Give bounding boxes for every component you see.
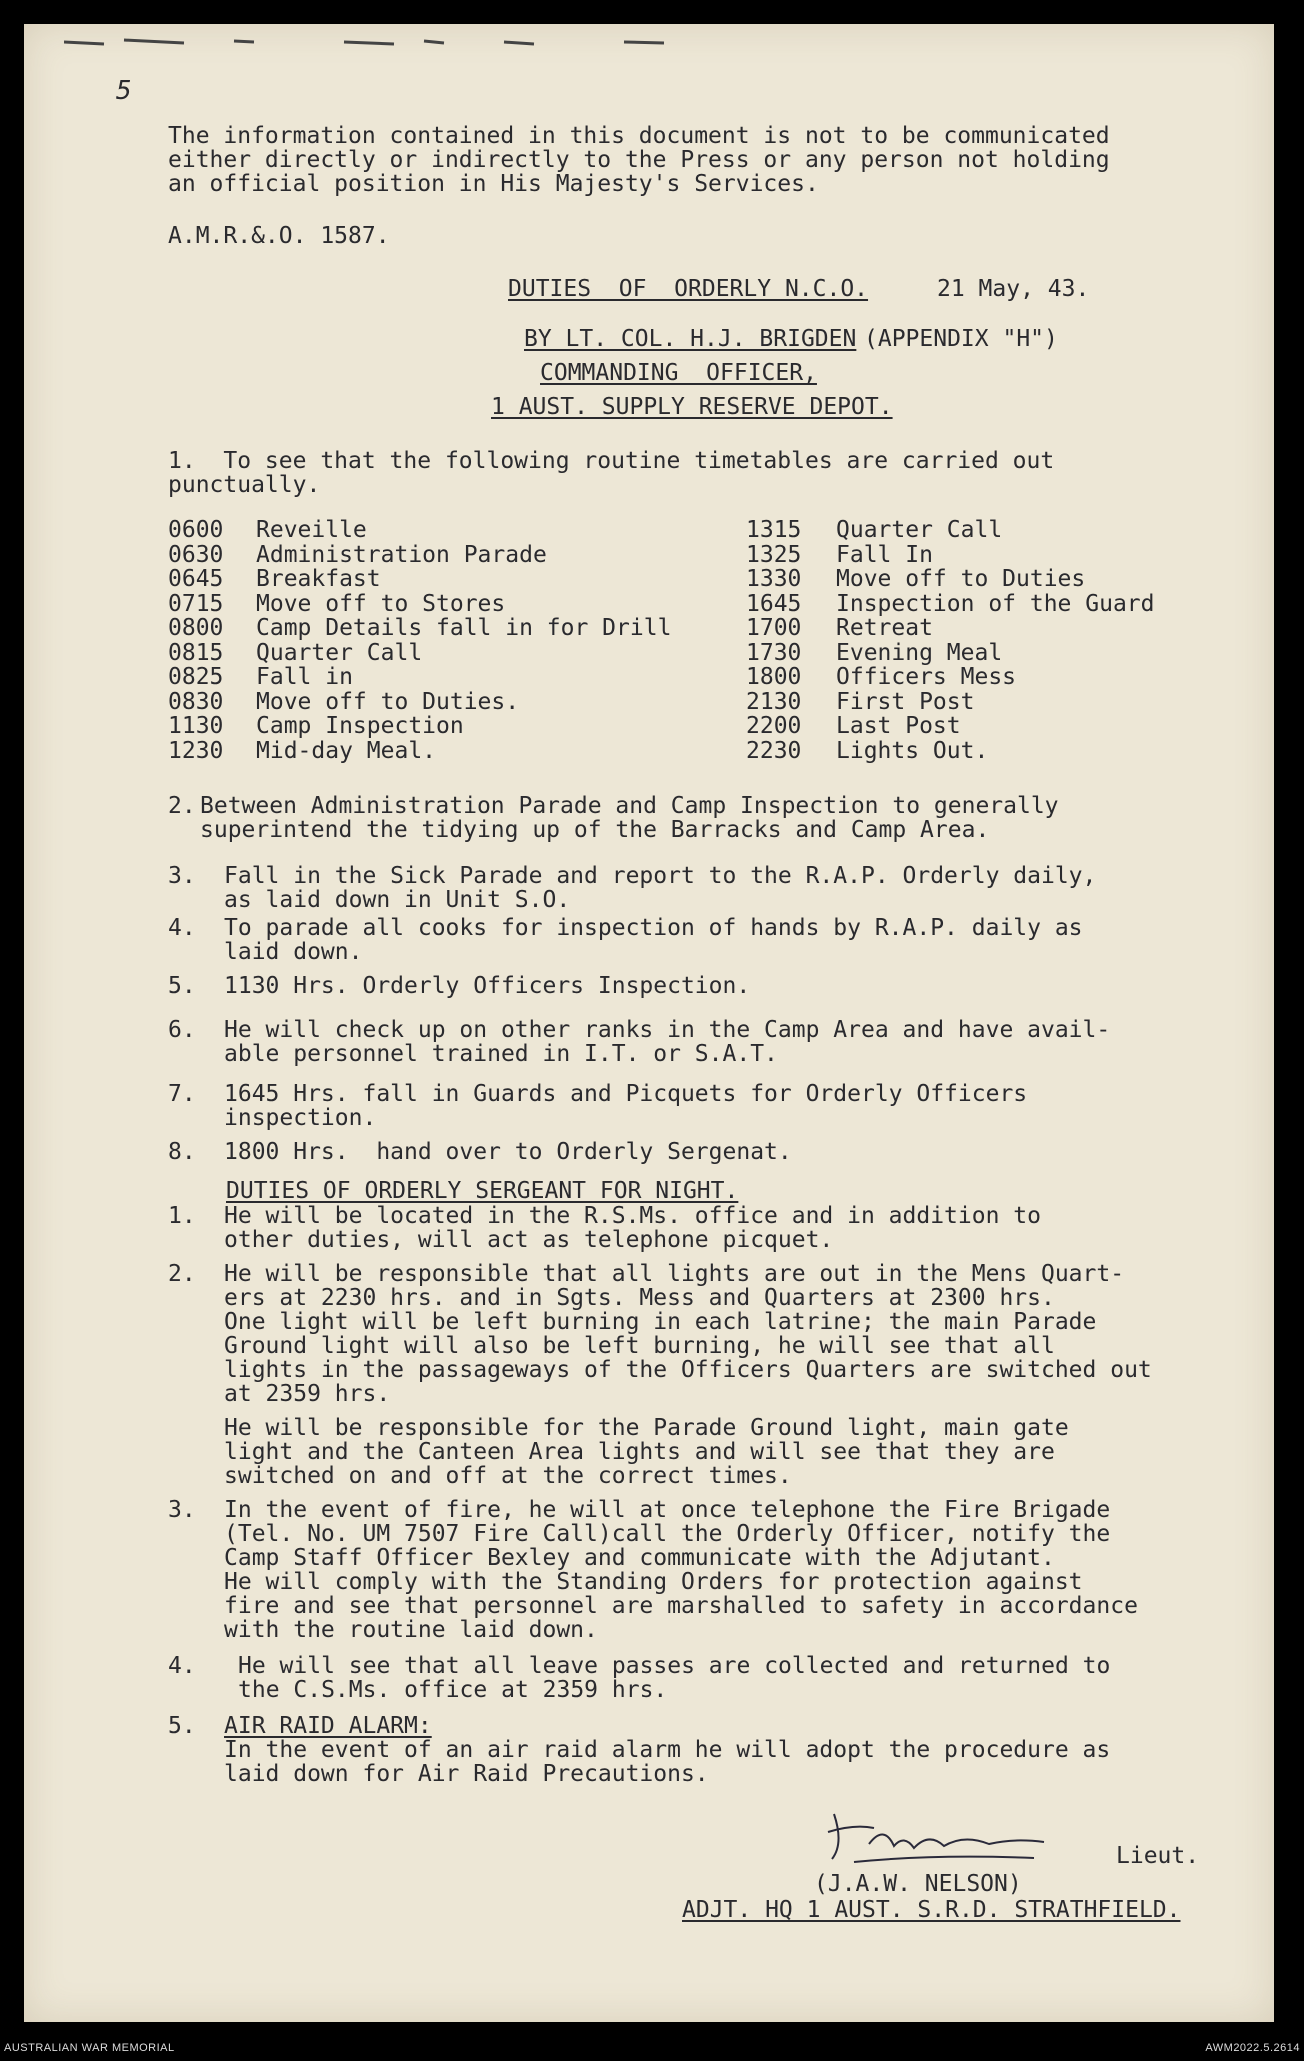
document-title: DUTIES OF ORDERLY N.C.O. bbox=[508, 276, 869, 302]
night-item-text-line: light and the Canteen Area lights and will see that they are bbox=[224, 1439, 1055, 1465]
item-number: 8. bbox=[168, 1139, 196, 1165]
timetable-time: 1800 bbox=[746, 664, 802, 690]
item-number: 3. bbox=[168, 863, 196, 889]
timetable-event: Quarter Call bbox=[836, 517, 1003, 543]
night-item-text-line: at 2359 hrs. bbox=[224, 1381, 391, 1407]
night-item-text-line: ers at 2230 hrs. and in Sgts. Mess and Quarters at 2300 hrs. bbox=[224, 1285, 1055, 1311]
night-item-text-line: He will be responsible that all lights are out in the Mens Quart- bbox=[224, 1261, 1125, 1287]
timetable-event: Quarter Call bbox=[256, 639, 423, 666]
unit-name: 1 AUST. SUPPLY RESERVE DEPOT. bbox=[491, 394, 893, 420]
timetable-time: 1330 bbox=[746, 566, 802, 592]
appendix-label: (APPENDIX "H") bbox=[864, 326, 1058, 352]
reference-number: A.M.R.&.O. 1587. bbox=[168, 223, 390, 249]
timetable-event: Evening Meal bbox=[836, 639, 1003, 666]
timetable-time: 1325 bbox=[746, 541, 802, 568]
timetable-event: Last Post bbox=[836, 713, 961, 739]
timetable-time: 1130 bbox=[168, 713, 224, 739]
timetable-time: 1645 bbox=[746, 590, 802, 617]
air-raid-heading: AIR RAID ALARM: bbox=[224, 1713, 432, 1739]
signatory-name: (J.A.W. NELSON) bbox=[814, 1871, 1022, 1897]
timetable-time: 0600 bbox=[168, 517, 224, 543]
night-item-text-line: the C.S.Ms. office at 2359 hrs. bbox=[238, 1677, 668, 1703]
timetable-time: 1730 bbox=[746, 639, 802, 666]
timetable-time: 2200 bbox=[746, 713, 802, 739]
timetable-event: Lights Out. bbox=[836, 737, 989, 764]
timetable-event: First Post bbox=[836, 688, 975, 715]
night-item-text-line: fire and see that personnel are marshalled to safety in accordance bbox=[224, 1593, 1138, 1619]
night-item-text-line: switched on and off at the correct times. bbox=[224, 1463, 792, 1489]
night-item-text-line: He will comply with the Standing Orders for protection against bbox=[224, 1569, 1083, 1595]
item-text-line: laid down. bbox=[224, 939, 363, 965]
notice-line-2: either directly or indirectly to the Press or any person not holding bbox=[168, 147, 1110, 173]
night-item-text-line: Ground light will also be left burning, he will see that all bbox=[224, 1333, 1055, 1359]
timetable-event: Fall in bbox=[256, 664, 353, 690]
rank: Lieut. bbox=[1116, 1843, 1200, 1869]
timetable-time: 0715 bbox=[168, 590, 224, 617]
item-text-line: Between Administration Parade and Camp Inspection to generally bbox=[200, 793, 1059, 819]
item-text-line: Fall in the Sick Parade and report to the R.A.P. Orderly daily, bbox=[224, 863, 1097, 889]
air-raid-line-2: laid down for Air Raid Precautions. bbox=[224, 1761, 709, 1787]
item-text-line: able personnel trained in I.T. or S.A.T. bbox=[224, 1041, 778, 1067]
item-text-line: superintend the tidying up of the Barracks and Camp Area. bbox=[200, 817, 990, 843]
timetable-event: Mid-day Meal. bbox=[256, 737, 437, 764]
item-number: 7. bbox=[168, 1081, 196, 1107]
page-mark: 5 bbox=[116, 76, 132, 106]
item-1-line-1: 1. To see that the following routine timetables are carried out bbox=[168, 448, 1055, 474]
timetable-time: 2230 bbox=[746, 737, 802, 764]
timetable-event: Camp Inspection bbox=[256, 713, 464, 739]
item-number: 2. bbox=[168, 793, 196, 819]
item-5-number: 5. bbox=[168, 1713, 196, 1739]
item-number: 4. bbox=[168, 915, 196, 941]
commanding-officer: COMMANDING OFFICER, bbox=[540, 360, 817, 386]
handwritten-signature bbox=[814, 1804, 1064, 1874]
item-text-line: as laid down in Unit S.O. bbox=[224, 887, 571, 913]
timetable-event: Reveille bbox=[256, 517, 367, 543]
timetable-event: Move off to Duties bbox=[836, 566, 1086, 592]
timetable-time: 0830 bbox=[168, 688, 224, 715]
item-text-line: 1645 Hrs. fall in Guards and Picquets for Orderly Officers bbox=[224, 1081, 1028, 1107]
timetable-time: 0630 bbox=[168, 541, 224, 568]
document-date: 21 May, 43. bbox=[937, 276, 1090, 302]
signatory-office: ADJT. HQ 1 AUST. S.R.D. STRATHFIELD. bbox=[682, 1897, 1181, 1923]
night-item-number: 3. bbox=[168, 1497, 196, 1523]
night-item-text-line: He will be responsible for the Parade Ground light, main gate bbox=[224, 1415, 1069, 1441]
notice-line-1: The information contained in this document is not to be communicated bbox=[168, 123, 1110, 149]
timetable-event: Inspection of the Guard bbox=[836, 590, 1155, 617]
timetable-time: 0800 bbox=[168, 615, 224, 641]
night-item-number: 2. bbox=[168, 1261, 196, 1287]
timetable-time: 1315 bbox=[746, 517, 802, 543]
timetable-time: 0825 bbox=[168, 664, 224, 690]
night-item-text-line: Camp Staff Officer Bexley and communicate with the Adjutant. bbox=[224, 1545, 1055, 1571]
footer-accession-number: AWM2022.5.2614 bbox=[1205, 2042, 1300, 2054]
timetable-time: 0815 bbox=[168, 639, 224, 666]
air-raid-line-1: In the event of an air raid alarm he will adopt the procedure as bbox=[224, 1737, 1111, 1763]
night-item-text-line: He will be located in the R.S.Ms. office and in addition to bbox=[224, 1203, 1041, 1229]
item-text-line: He will check up on other ranks in the Camp Area and have avail- bbox=[224, 1017, 1111, 1043]
item-number: 5. bbox=[168, 973, 196, 999]
timetable-event: Administration Parade bbox=[256, 541, 547, 568]
timetable-event: Move off to Duties. bbox=[256, 688, 520, 715]
item-text-line: To parade all cooks for inspection of hands by R.A.P. daily as bbox=[224, 915, 1083, 941]
night-item-text-line: lights in the passageways of the Officers Quarters are switched out bbox=[224, 1357, 1152, 1383]
timetable-event: Fall In bbox=[836, 541, 933, 568]
top-edge-marks bbox=[64, 32, 1254, 62]
night-item-text-line: He will see that all leave passes are collected and returned to bbox=[238, 1653, 1111, 1679]
timetable-event: Move off to Stores bbox=[256, 590, 506, 617]
night-item-text-line: with the routine laid down. bbox=[224, 1617, 598, 1643]
item-text-line: inspection. bbox=[224, 1105, 377, 1131]
item-text-line: 1800 Hrs. hand over to Orderly Sergenat. bbox=[224, 1139, 792, 1165]
timetable-time: 1700 bbox=[746, 615, 802, 641]
timetable-time: 0645 bbox=[168, 566, 224, 592]
timetable-event: Retreat bbox=[836, 615, 933, 641]
timetable-time: 2130 bbox=[746, 688, 802, 715]
night-item-text-line: One light will be left burning in each latrine; the main Parade bbox=[224, 1309, 1097, 1335]
night-duties-heading: DUTIES OF ORDERLY SERGEANT FOR NIGHT. bbox=[226, 1178, 739, 1204]
footer-archive-label: AUSTRALIAN WAR MEMORIAL bbox=[4, 2042, 175, 2054]
night-item-text-line: other duties, will act as telephone picquet. bbox=[224, 1227, 834, 1253]
timetable-event: Officers Mess bbox=[836, 664, 1017, 690]
notice-line-3: an official position in His Majesty's Services. bbox=[168, 171, 819, 197]
document-page bbox=[24, 24, 1274, 2022]
night-item-text-line: In the event of fire, he will at once telephone the Fire Brigade bbox=[224, 1497, 1111, 1523]
timetable-event: Breakfast bbox=[256, 566, 381, 592]
timetable-event: Camp Details fall in for Drill bbox=[256, 615, 672, 641]
night-item-number: 4. bbox=[168, 1653, 196, 1679]
timetable-time: 1230 bbox=[168, 737, 224, 764]
item-number: 6. bbox=[168, 1017, 196, 1043]
night-item-text-line: (Tel. No. UM 7507 Fire Call)call the Orderly Officer, notify the bbox=[224, 1521, 1111, 1547]
night-item-number: 1. bbox=[168, 1203, 196, 1229]
item-1-line-2: punctually. bbox=[168, 472, 321, 498]
item-text-line: 1130 Hrs. Orderly Officers Inspection. bbox=[224, 973, 751, 999]
issued-by: BY LT. COL. H.J. BRIGDEN bbox=[524, 326, 857, 352]
